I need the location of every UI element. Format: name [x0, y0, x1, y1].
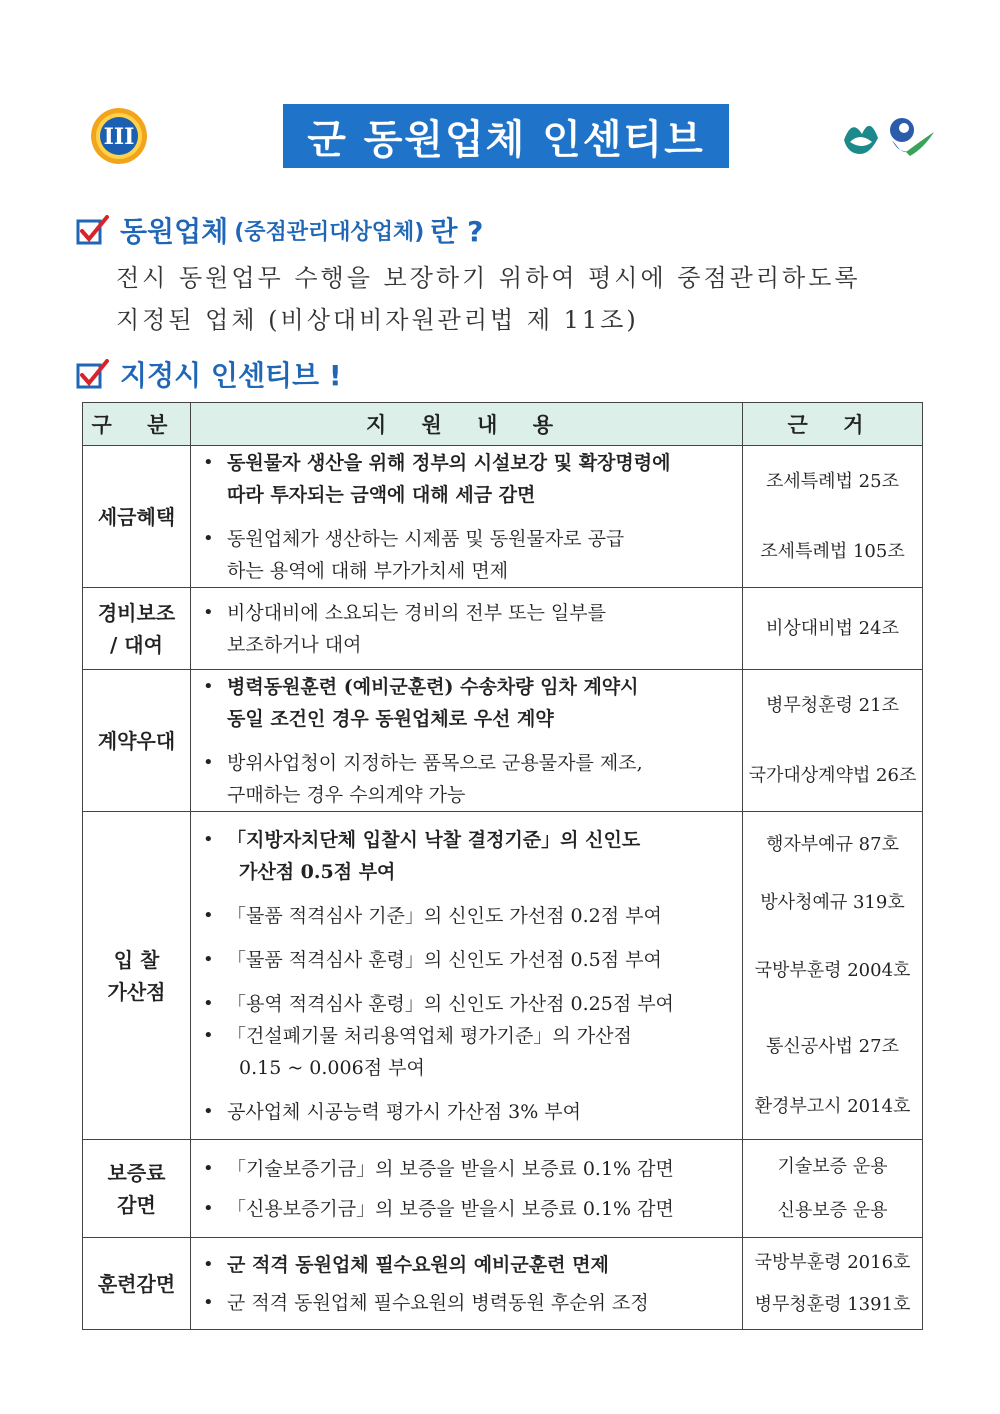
item-line: 「용역 적격심사 훈령」의 신인도 가산점 0.25점 부여 — [227, 992, 674, 1015]
table-row — [83, 1140, 923, 1238]
bullet-icon: • — [203, 828, 214, 850]
roman-numeral-three-badge-icon — [90, 107, 148, 165]
row-category — [83, 1140, 191, 1238]
list-item — [203, 988, 734, 1020]
basis-text: 병무청훈령 21조 — [766, 694, 899, 716]
row-category — [83, 812, 191, 1140]
section-heading-incentives — [76, 354, 342, 394]
basis-text: 국가대상계약법 26조 — [748, 764, 917, 786]
item-line: 0.15 ~ 0.006점 부여 — [239, 1056, 425, 1079]
page-title: 군 동원업체 인센티브 — [307, 116, 705, 163]
item-line: 「물품 적격심사 훈령」의 신인도 가선점 0.5점 부여 — [227, 948, 662, 971]
bullet-icon: • — [203, 992, 214, 1014]
item-line: 공사업체 시공능력 평가시 가산점 3% 부여 — [227, 1100, 582, 1123]
heading-text: 동원업체 — [120, 215, 229, 248]
row-content — [191, 670, 743, 812]
svg-text:III: III — [103, 124, 135, 150]
basis-text: 국방부훈령 2004호 — [754, 959, 911, 981]
header-basis: 근 거 — [743, 403, 923, 446]
bullet-icon: • — [203, 1100, 214, 1122]
definition-line-2: 지정된 업체 (비상대비자원관리법 제 11조) — [116, 306, 639, 334]
section-heading-definition — [76, 210, 483, 250]
bullet-icon: • — [203, 451, 214, 473]
item-line: 군 적격 동원업체 필수요원의 예비군훈련 면제 — [227, 1253, 609, 1276]
basis-text: 기술보증 운용 — [777, 1155, 888, 1177]
row-content — [191, 1140, 743, 1238]
basis-text: 행자부예규 87호 — [766, 833, 899, 855]
bullet-icon: • — [203, 1024, 214, 1046]
basis-text: 방사청예규 319호 — [760, 891, 905, 913]
page-title-banner — [283, 104, 729, 168]
header-content: 지 원 내 용 — [191, 403, 743, 446]
item-line: 「신용보증기금」의 보증을 받을시 보증료 0.1% 감면 — [227, 1197, 674, 1220]
list-item — [203, 1193, 734, 1225]
category-label: 계약우대 — [97, 728, 176, 753]
bullet-icon: • — [203, 527, 214, 549]
item-line: 동원업체가 생산하는 시제품 및 동원물자로 공급 — [227, 527, 625, 550]
row-basis — [743, 446, 923, 588]
row-category — [83, 446, 191, 588]
table-row — [83, 812, 923, 1140]
category-label: 감면 — [117, 1192, 156, 1217]
bullet-icon: • — [203, 1253, 214, 1275]
list-item — [203, 900, 734, 932]
item-line: 보조하거나 대여 — [227, 633, 362, 656]
row-category — [83, 588, 191, 670]
bullet-icon: • — [203, 1291, 214, 1313]
checkbox-checked-icon — [76, 215, 110, 245]
bullet-icon: • — [203, 601, 214, 623]
definition-line-1: 전시 동원업무 수행을 보장하기 위하여 평시에 중점관리하도록 — [116, 264, 861, 292]
basis-text: 병무청훈령 1391호 — [754, 1293, 911, 1315]
bullet-icon: • — [203, 675, 214, 697]
list-item — [203, 1153, 734, 1185]
item-line: 「기술보증기금」의 보증을 받을시 보증료 0.1% 감면 — [227, 1157, 674, 1180]
item-line: 하는 용역에 대해 부가가치세 면제 — [227, 559, 509, 582]
item-line: 가산점 0.5점 부여 — [239, 860, 396, 883]
heading-subtext: (중점관리대상업체) — [234, 219, 425, 245]
bullet-icon: • — [203, 948, 214, 970]
list-item — [203, 671, 734, 735]
bullet-icon: • — [203, 1157, 214, 1179]
incentive-table — [82, 402, 923, 1330]
table-row — [83, 446, 923, 588]
row-basis — [743, 1140, 923, 1238]
category-label: 입 찰 — [113, 947, 160, 972]
basis-text: 국방부훈령 2016호 — [754, 1251, 911, 1273]
list-item — [203, 1287, 734, 1319]
row-content — [191, 446, 743, 588]
category-label: 가산점 — [107, 979, 166, 1004]
checkbox-checked-icon — [76, 359, 110, 389]
header-category: 구 분 — [83, 403, 191, 446]
list-item — [203, 824, 734, 888]
category-label: 경비보조 — [97, 600, 176, 625]
row-basis — [743, 812, 923, 1140]
row-category — [83, 1238, 191, 1330]
organization-logo-icon — [840, 110, 936, 162]
item-line: 방위사업청이 지정하는 품목으로 군용물자를 제조, — [227, 751, 643, 774]
row-category — [83, 670, 191, 812]
item-line: 「지방자치단체 입찰시 낙찰 결정기준」의 신인도 — [227, 828, 641, 851]
row-content — [191, 1238, 743, 1330]
list-item — [203, 1249, 734, 1281]
basis-text: 조세특례법 105조 — [760, 540, 905, 562]
item-line: 따라 투자되는 금액에 대해 세금 감면 — [227, 483, 536, 506]
table-row — [83, 588, 923, 670]
category-label: 세금혜택 — [97, 504, 176, 529]
bullet-icon: • — [203, 904, 214, 926]
row-content — [191, 588, 743, 670]
list-item — [203, 747, 734, 811]
list-item — [203, 597, 734, 661]
item-line: 군 적격 동원업체 필수요원의 병력동원 후순위 조정 — [227, 1291, 649, 1314]
basis-text: 통신공사법 27조 — [766, 1035, 899, 1057]
heading-suffix: 란 ? — [430, 215, 484, 248]
row-basis — [743, 1238, 923, 1330]
table-row — [83, 670, 923, 812]
category-label: / 대여 — [110, 632, 163, 657]
basis-text: 조세특례법 25조 — [766, 470, 899, 492]
item-line: 「물품 적격심사 기준」의 신인도 가선점 0.2점 부여 — [227, 904, 662, 927]
category-label: 보증료 — [107, 1160, 166, 1185]
basis-text: 환경부고시 2014호 — [754, 1095, 911, 1117]
item-line: 비상대비에 소요되는 경비의 전부 또는 일부를 — [227, 601, 606, 624]
list-item — [203, 523, 734, 587]
basis-text: 신용보증 운용 — [777, 1199, 888, 1221]
item-line: 동원물자 생산을 위해 정부의 시설보강 및 확장명령에 — [227, 451, 671, 474]
row-content — [191, 812, 743, 1140]
bullet-icon: • — [203, 751, 214, 773]
list-item — [203, 944, 734, 976]
row-basis — [743, 588, 923, 670]
heading-text: 지정시 인센티브 ! — [120, 359, 342, 392]
list-item — [203, 1096, 734, 1128]
basis-text: 비상대비법 24조 — [766, 617, 899, 639]
table-header-row — [83, 403, 923, 446]
item-line: 「건설폐기물 처리용역업체 평가기준」의 가산점 — [227, 1024, 632, 1047]
table-row — [83, 1238, 923, 1330]
list-item — [203, 1020, 734, 1084]
item-line: 구매하는 경우 수의계약 가능 — [227, 783, 466, 806]
row-basis — [743, 670, 923, 812]
category-label: 훈련감면 — [97, 1271, 176, 1296]
bullet-icon: • — [203, 1197, 214, 1219]
list-item — [203, 447, 734, 511]
item-line: 동일 조건인 경우 동원업체로 우선 계약 — [227, 707, 554, 730]
item-line: 병력동원훈련 (예비군훈련) 수송차량 임차 계약시 — [227, 675, 639, 698]
